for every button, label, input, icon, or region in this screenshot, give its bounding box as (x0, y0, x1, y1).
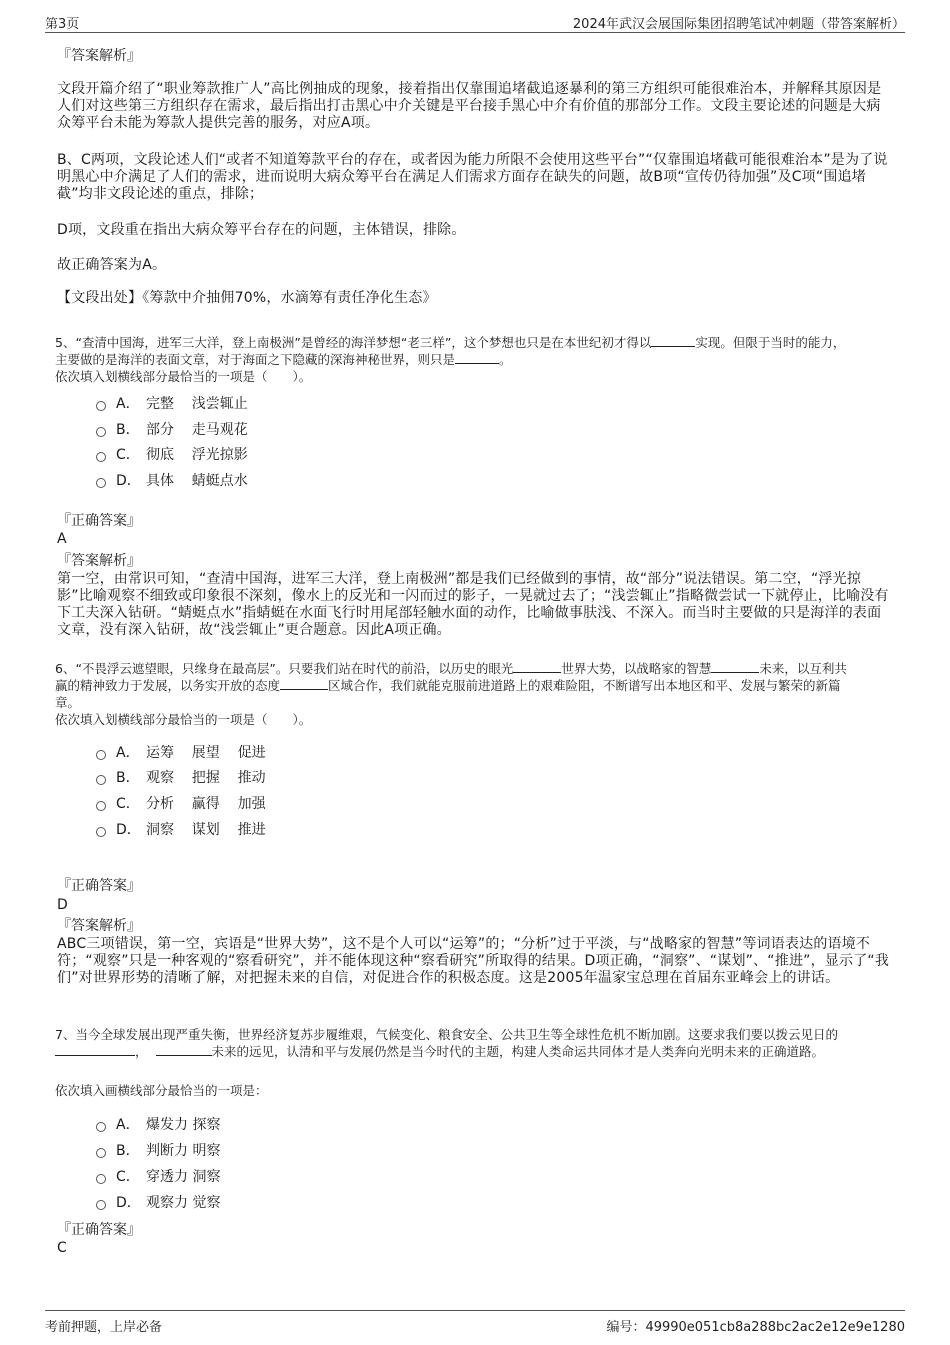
q5-blank-1[interactable] (651, 334, 695, 347)
page-header (45, 10, 905, 33)
radio-icon[interactable] (96, 750, 106, 760)
q7-option-c[interactable]: C． 穿透力 洞察 (96, 1166, 220, 1186)
radio-icon[interactable] (96, 452, 106, 462)
q5-option-a[interactable]: A． 完整 浅尝辄止 (96, 393, 248, 413)
q6-answer: D (57, 897, 68, 913)
q6-analysis: ABC三项错误，第一空，宾语是“世界大势”，这不是个人可以“运筹”的；“分析”过于平淡，与“战略家的智慧”等词语表达的语境不符；“观察”只是一种客观的“察看研究”，并不能体现这种“察看研究”所取得的结果。D项正确，“洞察”、“谋划”、“推进”，显示了“我们”对世界形势的清晰了解，对把握未来的自信，对促进合作的积极态度。这是2005年温家宝总理在首届东亚峰会上的讲话。 (57, 936, 890, 986)
q6-stem: 6、“不畏浮云遮望眼，只缘身在最高层”。只要我们站在时代的前沿，以历史的眼光 世界大势，以战略家的智慧 未来，以互利共 赢的精神致力于发展，以务实开放的态度 区域合作，我们就能克服前进道路上的艰难险阻，不断谱写出本地区和平、发展与繁荣的新篇 章。 依次填入划横线部分最恰当的一项是（ ）。 (55, 661, 847, 727)
q5-analysis: 第一空，由常识可知，“查清中国海，进军三大洋，登上南极洲”都是我们已经做到的事情，故“部分”说法错误。第二空，“浮光掠影”比喻观察不细致或印象很不深刻，像水上的反光和一闪而过的影子，一晃就过去了；“浅尝辄止”指略微尝试一下就停止，比喻没有下工夫深入钻研。“蜻蜓点水”指蜻蜓在水面飞行时用尾部轻触水面的动作，比喻做事肤浅、不深入。而当时主要做的只是海洋的表面文章，没有深入钻研，故“浅尝辄止”更合题意。因此A项正确。 (57, 571, 889, 638)
q5-option-d[interactable]: D． 具体 蜻蜓点水 (96, 470, 248, 490)
page-footer (45, 1310, 905, 1335)
q4-analysis-tag: 『答案解析』 (57, 48, 141, 64)
q4-analysis-para-1: 文段开篇介绍了“职业筹款推广人”高比例抽成的现象，接着指出仅靠围追堵截追逐暴利的第三方组织可能很难治本，并解释其原因是人们对这些第三方组织存在需求，最后指出打击黑心中介关键是平台接手黑心中介有价值的那部分工作。文段主要论述的问题是大病众筹平台未能为筹款人提供完善的服务，对应A项。 (57, 81, 882, 131)
radio-icon[interactable] (96, 1122, 106, 1132)
radio-icon[interactable] (96, 827, 106, 837)
q4-conclusion: 故正确答案为A。 (57, 257, 167, 273)
radio-icon[interactable] (96, 775, 106, 785)
q5-option-b[interactable]: B． 部分 走马观花 (96, 419, 248, 439)
page-number: 第3页 (45, 17, 80, 32)
q7-option-a[interactable]: A． 爆发力 探察 (96, 1114, 220, 1134)
q6-blank-2[interactable] (711, 660, 759, 673)
document-title: 2024年武汉会展国际集团招聘笔试冲刺题（带答案解析） (572, 17, 905, 32)
q7-stem: 7、当今全球发展出现严重失衡，世界经济复苏步履维艰，气候变化、粮食安全、公共卫生等全球性危机不断加剧。这要求我们要以拨云见日的 ， 未来的远见，认清和平与发展仍然是当今时代的主题，构建人类命运共同体才是人类奔向光明未来的正确道路。 (55, 1027, 838, 1059)
q5-answer-tag: 『正确答案』 (57, 513, 141, 529)
radio-icon[interactable] (96, 1174, 106, 1184)
q7-answer: C (57, 1240, 67, 1256)
q7-option-d[interactable]: D． 观察力 觉察 (96, 1192, 220, 1212)
radio-icon[interactable] (96, 1200, 106, 1210)
q4-analysis-para-3: D项，文段重在指出大病众筹平台存在的问题，主体错误，排除。 (57, 222, 466, 238)
radio-icon[interactable] (96, 801, 106, 811)
q6-option-b[interactable]: B． 观察 把握 推动 (96, 767, 266, 787)
q7-prompt: 依次填入画横线部分最恰当的一项是： (55, 1083, 268, 1098)
q7-blank-1[interactable] (55, 1043, 135, 1056)
q6-option-d[interactable]: D． 洞察 谋划 推进 (96, 819, 266, 839)
q6-blank-3[interactable] (280, 677, 328, 690)
q5-answer: A (57, 531, 67, 547)
q5-stem: 5、“查清中国海，进军三大洋，登上南极洲”是曾经的海洋梦想“老三样”，这个梦想也只是在本世纪初才得以 实现。但限于当时的能力， 主要做的是海洋的表面文章，对于海面之下隐藏的深海神秘世界，则只是 。 依次填入划横线部分最恰当的一项是（ ）。 (55, 335, 846, 384)
q7-option-b[interactable]: B． 判断力 明察 (96, 1140, 220, 1160)
radio-icon[interactable] (96, 1148, 106, 1158)
q6-option-a[interactable]: A． 运筹 展望 促进 (96, 742, 266, 762)
radio-icon[interactable] (96, 478, 106, 488)
footer-slogan: 考前押题，上岸必备 (45, 1320, 163, 1335)
q4-source: 【文段出处】《筹款中介抽佣70%，水滴筹有责任净化生态》 (57, 290, 437, 306)
q6-option-c[interactable]: C． 分析 赢得 加强 (96, 793, 266, 813)
radio-icon[interactable] (96, 427, 106, 437)
q5-option-c[interactable]: C． 彻底 浮光掠影 (96, 444, 248, 464)
q7-blank-2[interactable] (156, 1043, 212, 1056)
q7-answer-tag: 『正确答案』 (57, 1222, 141, 1238)
q6-prompt: 依次填入划横线部分最恰当的一项是（ ）。 (55, 712, 312, 727)
q6-answer-tag: 『正确答案』 (57, 878, 141, 894)
q5-prompt: 依次填入划横线部分最恰当的一项是（ ）。 (55, 369, 312, 384)
q6-blank-1[interactable] (513, 660, 561, 673)
footer-serial: 编号：49990e051cb8a288bc2ac2e12e9e1280 (606, 1320, 905, 1335)
q6-analysis-tag: 『答案解析』 (57, 918, 141, 934)
q5-analysis-tag: 『答案解析』 (57, 553, 141, 569)
q4-analysis-para-2: B、C两项，文段论述人们“或者不知道筹款平台的存在，或者因为能力所限不会使用这些平台”“仅靠围追堵截可能很难治本”是为了说明黑心中介满足了人们的需求，进而说明大病众筹平台在满足人们需求方面存在缺失的问题，故B项“宣传仍待加强”及C项“围追堵截”均非文段论述的重点，排除； (57, 152, 888, 202)
radio-icon[interactable] (96, 401, 106, 411)
q5-blank-2[interactable] (455, 351, 499, 364)
